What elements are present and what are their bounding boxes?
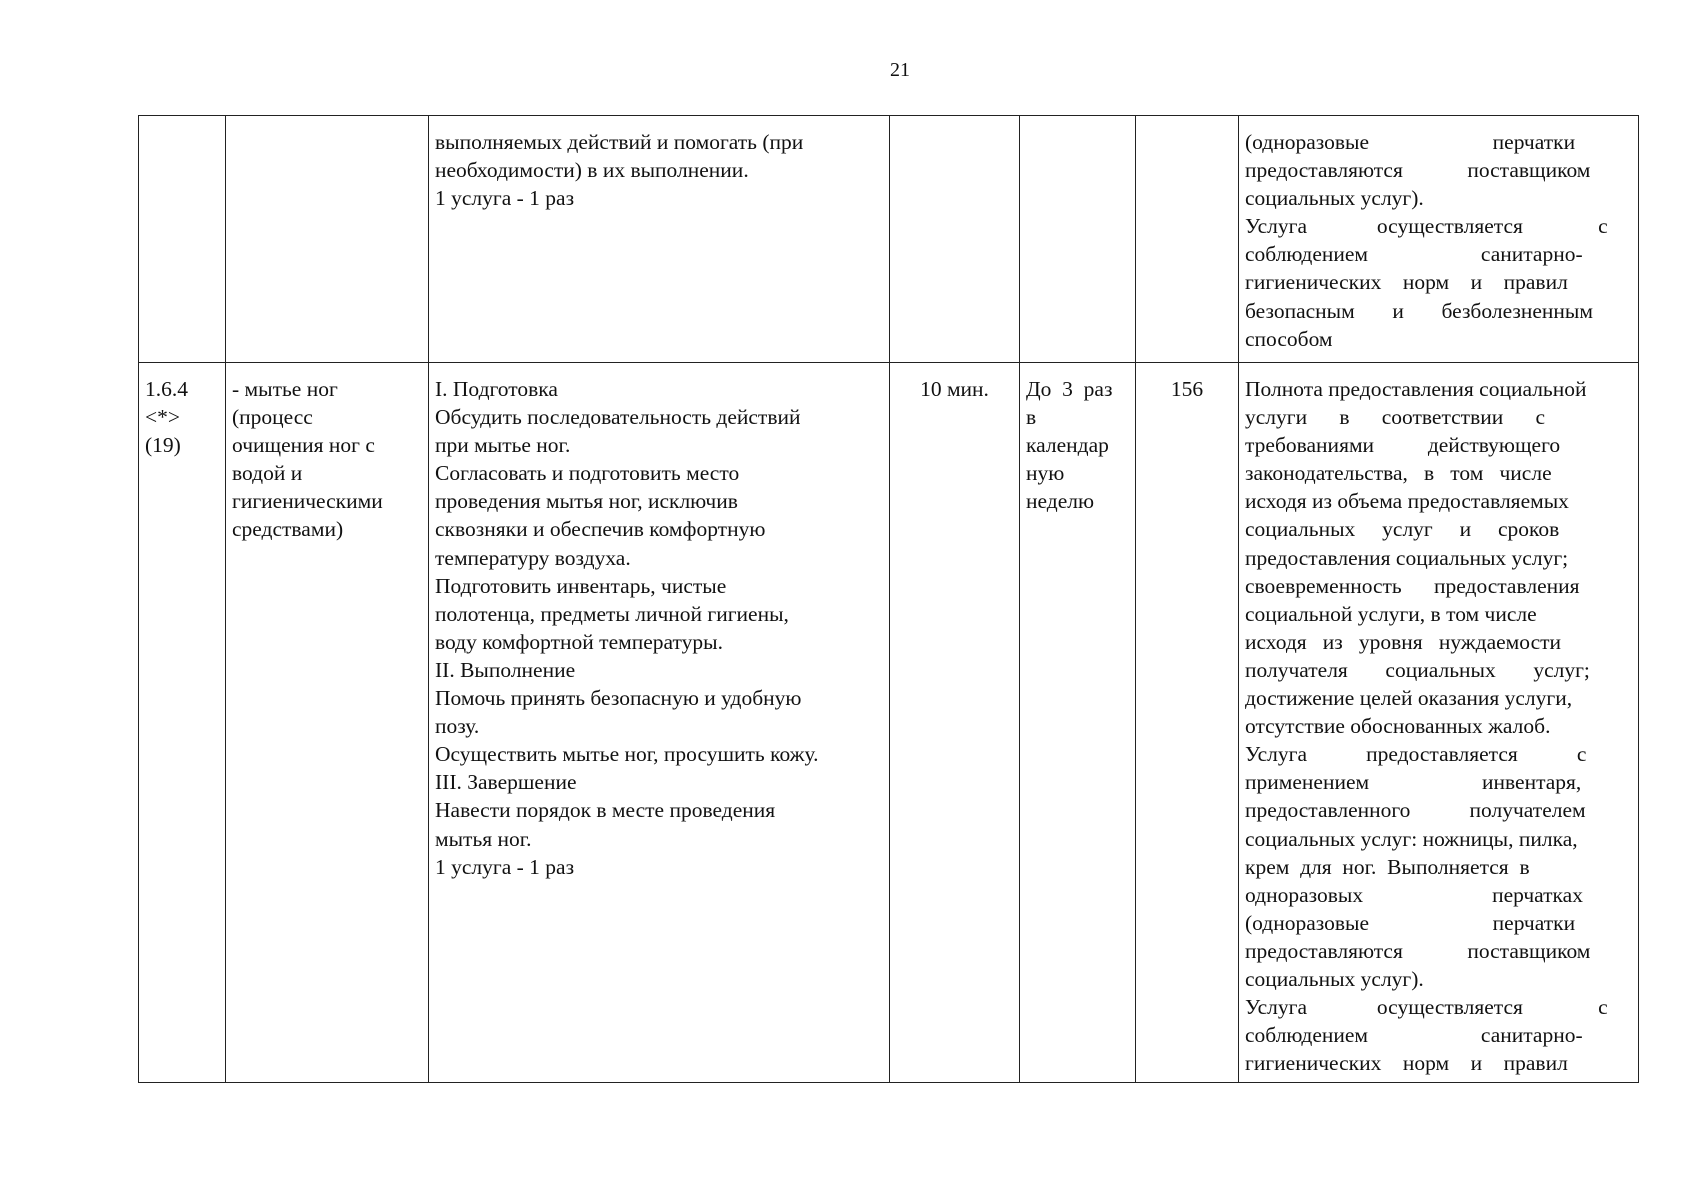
- text-line: III. Завершение: [435, 770, 577, 795]
- text-line: - мытье ног: [232, 377, 338, 401]
- condition-line: гигиенических норм и правил: [1245, 1051, 1568, 1076]
- condition-line: одноразовых перчатках: [1245, 882, 1583, 907]
- text-line: (процесс: [232, 405, 313, 430]
- cell-cost: 156: [1136, 363, 1239, 1083]
- condition-line: требованиями действующего: [1245, 433, 1561, 458]
- text-line: позу.: [435, 714, 480, 739]
- text-line: воду комфортной температуры.: [435, 629, 723, 654]
- text-line: Помочь принять безопасную и удобную: [435, 686, 802, 711]
- text-line: Подготовить инвентарь, чистые: [435, 573, 727, 598]
- condition-line: гигиенических норм и правил: [1245, 270, 1568, 295]
- page-number: 21: [890, 59, 910, 81]
- cell-actions: [429, 363, 890, 1083]
- cell-actions: [429, 116, 890, 363]
- text-line: 1.6.4: [145, 377, 188, 401]
- cell-frequency: [1020, 363, 1136, 1083]
- text-line: Обсудить последовательность действий: [435, 405, 801, 430]
- condition-line: Услуга предоставляется с: [1245, 742, 1587, 767]
- text-line: полотенца, предметы личной гигиены,: [435, 601, 789, 626]
- text-line: выполняемых действий и помогать (при: [435, 130, 804, 154]
- services-table: [138, 115, 1639, 1083]
- condition-line: социальной услуги, в том числе: [1245, 601, 1537, 626]
- condition-line: исходя из объема предоставляемых: [1245, 489, 1569, 514]
- condition-line: получателя социальных услуг;: [1245, 657, 1590, 682]
- condition-line: социальных услуг и сроков: [1245, 517, 1560, 542]
- condition-line: (одноразовые перчатки: [1245, 910, 1576, 935]
- text-line: Осуществить мытье ног, просушить кожу.: [435, 742, 819, 767]
- text-line: гигиеническими: [232, 489, 383, 514]
- text-line: мытья ног.: [435, 826, 532, 851]
- condition-line: предоставленного получателем: [1245, 798, 1586, 823]
- text-line: ную: [1026, 461, 1065, 486]
- text-line: 1 услуга - 1 раз: [435, 854, 575, 879]
- condition-line: исходя из уровня нуждаемости: [1245, 629, 1562, 654]
- text-line: проведения мытья ног, исключив: [435, 489, 738, 514]
- text-line: средствами): [232, 517, 344, 542]
- condition-line: своевременность предоставления: [1245, 573, 1580, 598]
- condition-line: отсутствие обоснованных жалоб.: [1245, 714, 1551, 739]
- condition-line: услуги в соответствии с: [1245, 405, 1546, 430]
- text-line: в: [1026, 405, 1037, 430]
- text-line: при мытье ног.: [435, 433, 571, 458]
- cell-conditions: [1239, 363, 1639, 1083]
- text-line: сквозняки и обеспечив комфортную: [435, 517, 766, 542]
- text-line: Навести порядок в месте проведения: [435, 798, 776, 823]
- text-line: необходимости) в их выполнении.: [435, 158, 749, 183]
- condition-line: соблюдением санитарно-: [1245, 242, 1583, 267]
- condition-line: предоставляются поставщиком: [1245, 938, 1591, 963]
- text-line: 1 услуга - 1 раз: [435, 186, 575, 211]
- condition-line: крем для ног. Выполняется в: [1245, 854, 1530, 879]
- condition-line: применением инвентаря,: [1245, 770, 1582, 795]
- cell-service-name: [226, 363, 429, 1083]
- condition-line: Услуга осуществляется с: [1245, 214, 1608, 239]
- text-line: II. Выполнение: [435, 657, 576, 682]
- table-row: [139, 116, 1639, 363]
- condition-line: предоставления социальных услуг;: [1245, 545, 1569, 570]
- condition-line: способом: [1245, 326, 1333, 351]
- condition-line: (одноразовые перчатки: [1245, 130, 1576, 154]
- cell-number: [139, 363, 226, 1083]
- cell-service-name: [226, 116, 429, 363]
- condition-line: Полнота предоставления социальной: [1245, 377, 1587, 401]
- condition-line: достижение целей оказания услуги,: [1245, 686, 1573, 711]
- cell-duration: [890, 116, 1020, 363]
- cell-duration: 10 мин.: [890, 363, 1020, 1083]
- condition-line: соблюдением санитарно-: [1245, 1023, 1583, 1048]
- text-line: температуру воздуха.: [435, 545, 631, 570]
- condition-line: законодательства, в том числе: [1245, 461, 1552, 486]
- text-line: календар: [1026, 433, 1109, 458]
- text-line: очищения ног с: [232, 433, 375, 458]
- condition-line: предоставляются поставщиком: [1245, 158, 1591, 183]
- condition-line: Услуга осуществляется с: [1245, 995, 1608, 1020]
- condition-line: социальных услуг: ножницы, пилка,: [1245, 826, 1578, 851]
- condition-line: социальных услуг).: [1245, 186, 1424, 211]
- cell-frequency: [1020, 116, 1136, 363]
- condition-line: социальных услуг).: [1245, 966, 1424, 991]
- text-line: До 3 раз: [1026, 377, 1113, 401]
- text-line: <*>: [145, 405, 181, 430]
- table-row: [139, 363, 1639, 1083]
- text-line: Согласовать и подготовить место: [435, 461, 740, 486]
- cell-cost: [1136, 116, 1239, 363]
- text-line: (19): [145, 433, 181, 458]
- cell-conditions: [1239, 116, 1639, 363]
- text-line: водой и: [232, 461, 303, 486]
- text-line: неделю: [1026, 489, 1095, 514]
- text-line: I. Подготовка: [435, 377, 558, 401]
- condition-line: безопасным и безболезненным: [1245, 298, 1593, 323]
- cell-number: [139, 116, 226, 363]
